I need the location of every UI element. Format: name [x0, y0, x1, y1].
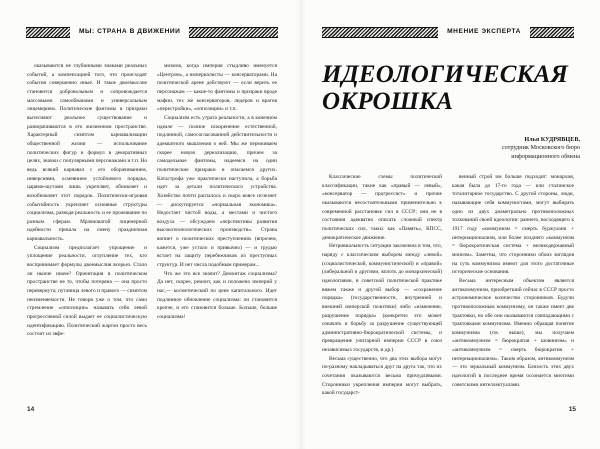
gutter-shadow	[296, 0, 306, 449]
text-column-1	[27, 62, 147, 339]
paragraph: оказываются не глубинными знаками реальных событий, а компенсацией того, что происходят события совершенно иные. И такое двоемыслие становится добровольным и сопровождается массовыми самообманами и универсальным лицемерием. Политические фантомы и призраки вытесняют реальное существование и разворачиваются в его жизненном пространстве. Характерный симптом карнавализации общественной жизни — использование политических фигур и формул в декоративных целях, значки с популярными персонажами и т.п. Но ведь всякий карнавал с его оборачиванием, инверсиями, осмеянием устойчивого порядка, царями-шутами лишь укрепляет, обновляет и возобновляет этот порядок. Политически-игровая событийность укрепляет основные структуры социализма, разводя реальность и ее проживание по разным сферам. Мрачноватой лицемерной идейности пришла на смену праздничная карнавальность.	[27, 63, 148, 243]
hatch-rule-icon	[189, 27, 278, 38]
running-head-right-label: МНЕНИЕ ЭКСПЕРТА	[447, 27, 521, 35]
paragraph: мизмов, когда империя стыдливо именуется «Центром», а империалисты — консерваторами. На политической арене действуют — если верить ее персонажам — какие-то фантомы и призраки вроде мафии, тех же консерваторов, лидеров и врагов «перестройки», «оппозиции» и т.п.	[157, 63, 277, 113]
hatch-rule-icon	[26, 27, 70, 38]
hatch-rule-icon	[322, 27, 438, 38]
running-head-right	[322, 26, 574, 38]
text-column-4	[452, 173, 574, 389]
byline-role-line-2: информационного обмена	[511, 153, 580, 161]
paragraph: Что же это все значит? Демонтаж социализма? Да нет, скорее, ремонт, как и положено империй у нас,— косметический по цене капитального. Идет подлинное обновление социализма: он становится крепче, и его становится больше. Больше, больше социализма!	[157, 270, 277, 321]
page-number-left: 14	[27, 406, 35, 413]
paragraph: Социализм предполагает упрощение и уплощение реальности, оглупление тех, кто воспринимает формулы двоемыслия всерьез. Стало ли нынче иначе? Ориентация в политическом пространстве не то, чтобы потеряна — она просто перевернута; путаница левого и правого — симптом неизменяемости. Не говоря уже о том, что само стремление «оппозиции» называть себя левой прогрессивной силой выдает ее социалистическую идентификацию. Политический жаргон просто весь состоит из эвфе-	[27, 244, 147, 338]
text-column-2	[157, 62, 277, 322]
article-title: ИДЕОЛОГИЧЕСКАЯ ОКРОШКА	[322, 61, 569, 115]
hatch-rule-icon	[530, 27, 574, 38]
headline-block	[322, 62, 580, 162]
paragraph: венный строй им больше подходит: монархия, какая была до 17-го года — или сталинское тоталитарное государство. С другой стороны, люди, называющие себя коммунистами, могут выбирать одно из двух диаметрально противоположных толкований своей идеологии: раннего, восходящего к 1917 году «коммунизм = смерть буржуазии + интернационализм, или более позднего «коммунизм = бюрократическая система + великодержавный монизм». Заметны, что сторонники обоих взглядов на суть коммунизма имеют для этого достаточные исторические основания.	[452, 174, 574, 276]
byline	[322, 136, 580, 162]
paragraph: Весьма интересным объектом является антикоммунизм, приобретший сейчас в СССР просто астрономическое количество сторонников. Будучи противоположным коммунизму, он также имеет две трактовки, но обе они оказываются совпадающими с трактовками коммунизма. Именно обращая понятие коммунизма (см. выше), мы получаем «антикоммунизм = бюрократия + шовинизм» и «антикоммунизм = смерть бюрократии + интернационализм». Таким образом, антикоммунизм — это зеркальный коммунизм. Близость этих двух идеологий в последнее время осознается многими советскими интеллектуалами.	[452, 277, 574, 388]
paragraph: Нетривиальность ситуации заключена в том, что, наряду с классическим выбором между «левой» (социалистической, коммунистической) и «правой» (либеральной и другими, вплоть до монархической) идеологиями, в советской политической практике вяжем также и другой выбор — «сохранение порядка» (государственности, внутренней и внешней имперской политики) либо «изменение, разрушение порядка» (конкретно это может означать и борьбу за разрушение существующей административно-бюрократической системы, и превращение унитарной империи СССР в союз независимых государств, и др.).	[322, 243, 442, 354]
paragraph: Социализм есть утрата реальности, а в конечном идеале — полное искоренение естественной, подлинной, самосогласованной действительности и адекватного мышления о ней. Мы же переживаем скорее новую дереализацию, причем за самодельные фантомы, надеемся на одни политические призраки и опасаемся других. Катастрофа уже практически наступила, а борьба идет за детали политического устройства. Хозяйство почти распалось и скоро вовсе исчезнет — дискутируется «нормальная экономика». Недостает чистой воды, а местами и чистого воздуха — обсуждаем «перспективы развития высокотехнологических производств». Страна вопиет о политических преступлениях (впрочем, кажется, уже устало и привычно) — и грудью встает на защиту перебежчиков из преступных структур. И нет числа подобным примерам...	[157, 114, 277, 269]
paragraph: Весьма существенно, что два этих выбора могут по-разному накладываться друг на друга так, что их сочетания оказываются весьма причудливыми. Сторонники укрепления империи могут выбрать, какой государст-	[322, 355, 442, 397]
running-head-left	[26, 26, 278, 38]
page-number-right: 15	[568, 406, 576, 413]
text-column-3	[322, 173, 442, 398]
byline-author: Илья КУДРЯВЦЕВ,	[524, 135, 580, 143]
running-head-left-label: МЫ: СТРАНА В ДВИЖЕНИИ	[79, 27, 181, 35]
paragraph: Классические схемы политической классификации, такие как «правый — левый», «консерватор — прогрессист» и прочие оказываются несостоятельными применительно к современной расстановке сил в СССР; они не в состоянии адекватно описать сложный спектр политических сил, таких как «Память», КПСС, демократическое движение.	[322, 174, 442, 241]
byline-role-line-1: сотрудник Московского бюро	[501, 144, 580, 152]
